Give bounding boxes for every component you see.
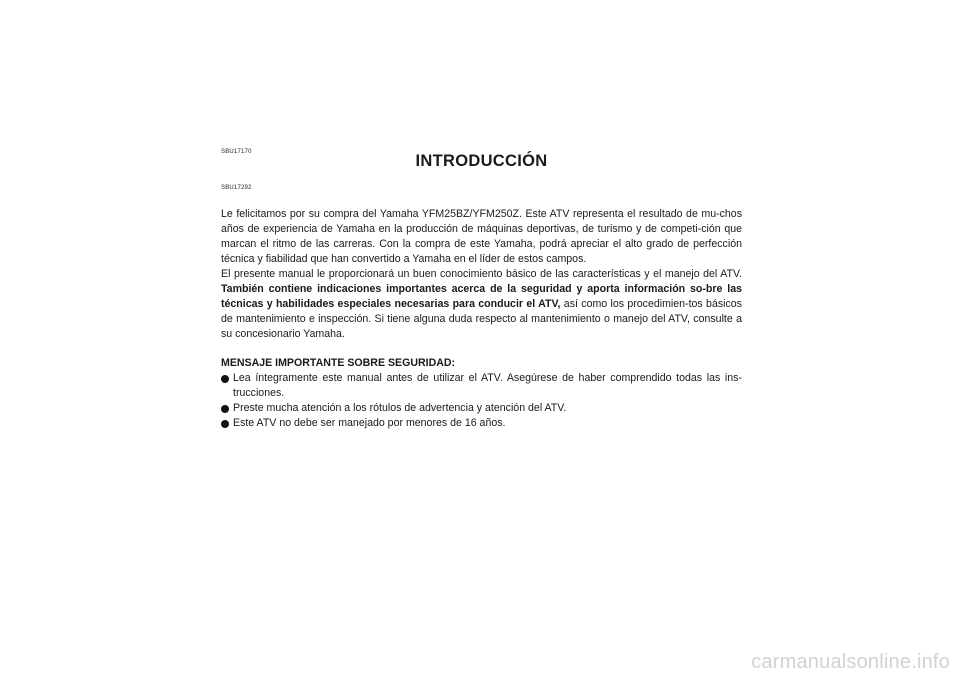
list-item: [221, 371, 742, 401]
page-title: INTRODUCCIÓN: [415, 152, 548, 170]
bullet-icon: [221, 420, 229, 428]
list-item-text: Preste mucha atención a los rótulos de advertencia y atención del ATV.: [233, 402, 567, 414]
watermark: carmanualsonline.info: [751, 651, 950, 673]
manual-paragraph-end: así como los procedimien-tos básicos de mantenimiento e inspección. Si tiene alguna duda respecto al mantenimiento o manejo del ATV, consulte a su concesionario Yamaha.: [221, 298, 742, 340]
list-item: [221, 416, 742, 431]
list-item-text: Lea íntegramente este manual antes de utilizar el ATV. Asegúrese de haber comprendido todas las ins-trucciones.: [233, 372, 742, 399]
intro-paragraph: Le felicitamos por su compra del Yamaha YFM25BZ/YFM250Z. Este ATV representa el resultado de mu-chos años de experiencia de Yamaha en la producción de máquinas deportivas, de turismo y de competi-ción que marcan el ritmo de las carreras. Con la compra de este Yamaha, podrá apreciar el alto grado de perfección técnica y fiabilidad que han convertido a Yamaha en el líder de estos campos.: [221, 208, 742, 265]
manual-paragraph-bold: También contiene indicaciones importantes acerca de la seguridad y aporta información so-bre las técnicas y habilidades especiales necesarias para conducir el ATV,: [221, 283, 742, 310]
bullet-icon: [221, 405, 229, 413]
list-item-text: Este ATV no debe ser manejado por menores de 16 años.: [233, 417, 506, 429]
list-item: [221, 401, 742, 416]
safety-heading: MENSAJE IMPORTANTE SOBRE SEGURIDAD:: [221, 357, 456, 369]
body-text: [221, 207, 742, 431]
manual-paragraph-start: El presente manual le proporcionará un buen conocimiento básico de las características y el manejo del ATV.: [221, 268, 742, 280]
section-code: SBU17170: [221, 149, 252, 155]
safety-list: [221, 371, 742, 431]
bullet-icon: [221, 375, 229, 383]
manual-paragraph: [221, 267, 742, 342]
paragraph-code: SBU17292: [221, 185, 252, 191]
